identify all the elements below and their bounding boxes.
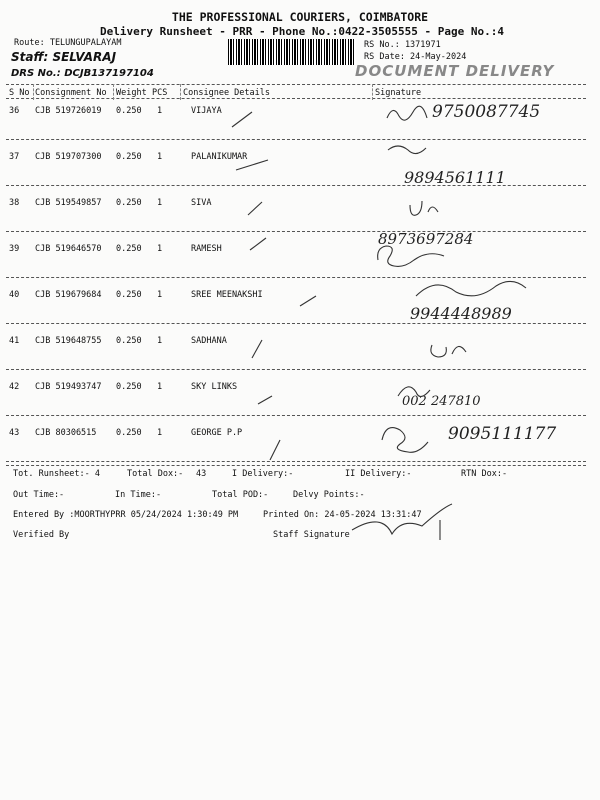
col-signature: Signature	[375, 88, 422, 98]
consignment-cell: CJB 519679684	[35, 290, 102, 300]
consignee-cell: SIVA	[191, 198, 212, 208]
sno-cell: 42	[9, 382, 20, 392]
consignee-cell: VIJAYA	[191, 106, 222, 116]
company-title: THE PROFESSIONAL COURIERS, COIMBATORE	[171, 10, 429, 24]
weight-cell: 0.250	[116, 198, 142, 208]
col-consignee: Consignee Details	[183, 88, 270, 98]
consignment-cell: CJB 519726019	[35, 106, 102, 116]
delvy-points: Delvy Points:-	[293, 490, 365, 500]
col-sno: S No	[9, 88, 30, 98]
sno-cell: 39	[9, 244, 20, 254]
handwritten-phone-note: 9095111177	[448, 424, 557, 444]
weight-cell: 0.250	[116, 290, 142, 300]
consignment-cell: CJB 519648755	[35, 336, 102, 346]
weight-cell: 0.250	[116, 382, 142, 392]
consignee-cell: RAMESH	[191, 244, 222, 254]
consignee-cell: PALANIKUMAR	[191, 152, 248, 162]
document-delivery-stamp: DOCUMENT DELIVERY	[355, 62, 555, 80]
pcs-cell: 1	[157, 152, 163, 162]
col-weight: Weight	[116, 88, 147, 98]
runsheet-title: Delivery Runsheet - PRR - Phone No.:0422-3505555 - Page No.:4	[100, 25, 504, 38]
sno-cell: 37	[9, 152, 20, 162]
consignment-cell: CJB 519549857	[35, 198, 102, 208]
handwritten-phone-note: 8973697284	[378, 230, 474, 248]
weight-cell: 0.250	[116, 428, 142, 438]
consignee-cell: SREE MEENAKSHI	[191, 290, 263, 300]
handwritten-phone-note: 9944448989	[410, 304, 512, 323]
handwritten-phone-note: 9750087745	[432, 102, 541, 122]
handwritten-phone-note: 002 247810	[402, 394, 481, 409]
total-dox-label: Total Dox:-	[127, 469, 184, 479]
out-time: Out Time:-	[13, 490, 65, 500]
sno-cell: 43	[9, 428, 20, 438]
pcs-cell: 1	[157, 244, 163, 254]
col-consignment: Consignment No	[35, 88, 107, 98]
consignment-cell: CJB 519493747	[35, 382, 102, 392]
pcs-cell: 1	[157, 382, 163, 392]
consignment-cell: CJB 519707300	[35, 152, 102, 162]
in-time: In Time:-	[115, 490, 162, 500]
pcs-cell: 1	[157, 106, 163, 116]
sno-cell: 38	[9, 198, 20, 208]
weight-cell: 0.250	[116, 106, 142, 116]
drs-number: DRS No.: DCJB137197104	[11, 68, 154, 79]
entered-by: Entered By :MOORTHYPRR 05/24/2024 1:30:49 PM	[13, 510, 239, 520]
rs-date: RS Date: 24-May-2024	[364, 52, 467, 62]
route-label: Route: TELUNGUPALAYAM	[14, 38, 122, 48]
rtn-dox: RTN Dox:-	[461, 469, 508, 479]
sno-cell: 41	[9, 336, 20, 346]
ii-delivery: II Delivery:-	[345, 469, 412, 479]
pcs-cell: 1	[157, 198, 163, 208]
footer-top-rule	[6, 465, 586, 466]
weight-cell: 0.250	[116, 244, 142, 254]
printed-on: Printed On: 24-05-2024 13:31:47	[263, 510, 422, 520]
pcs-cell: 1	[157, 290, 163, 300]
rs-number: RS No.: 1371971	[364, 40, 441, 50]
i-delivery: I Delivery:-	[232, 469, 294, 479]
consignee-cell: SKY LINKS	[191, 382, 238, 392]
consignee-cell: SADHANA	[191, 336, 227, 346]
handwritten-phone-note: 9894561111	[404, 168, 506, 187]
col-pcs: PCS	[152, 88, 168, 98]
pcs-cell: 1	[157, 336, 163, 346]
verified-by: Verified By	[13, 530, 70, 540]
weight-cell: 0.250	[116, 336, 142, 346]
staff-label: Staff: SELVARAJ	[11, 50, 117, 64]
sno-cell: 40	[9, 290, 20, 300]
staff-signature-label: Staff Signature	[273, 530, 350, 540]
consignment-cell: CJB 80306515	[35, 428, 97, 438]
total-pod: Total POD:-	[212, 490, 269, 500]
consignee-cell: GEORGE P.P	[191, 428, 243, 438]
weight-cell: 0.250	[116, 152, 142, 162]
sno-cell: 36	[9, 106, 20, 116]
pcs-cell: 1	[157, 428, 163, 438]
total-dox-value: 43	[196, 469, 207, 479]
tot-runsheet: Tot. Runsheet:- 4	[13, 469, 100, 479]
consignment-cell: CJB 519646570	[35, 244, 102, 254]
